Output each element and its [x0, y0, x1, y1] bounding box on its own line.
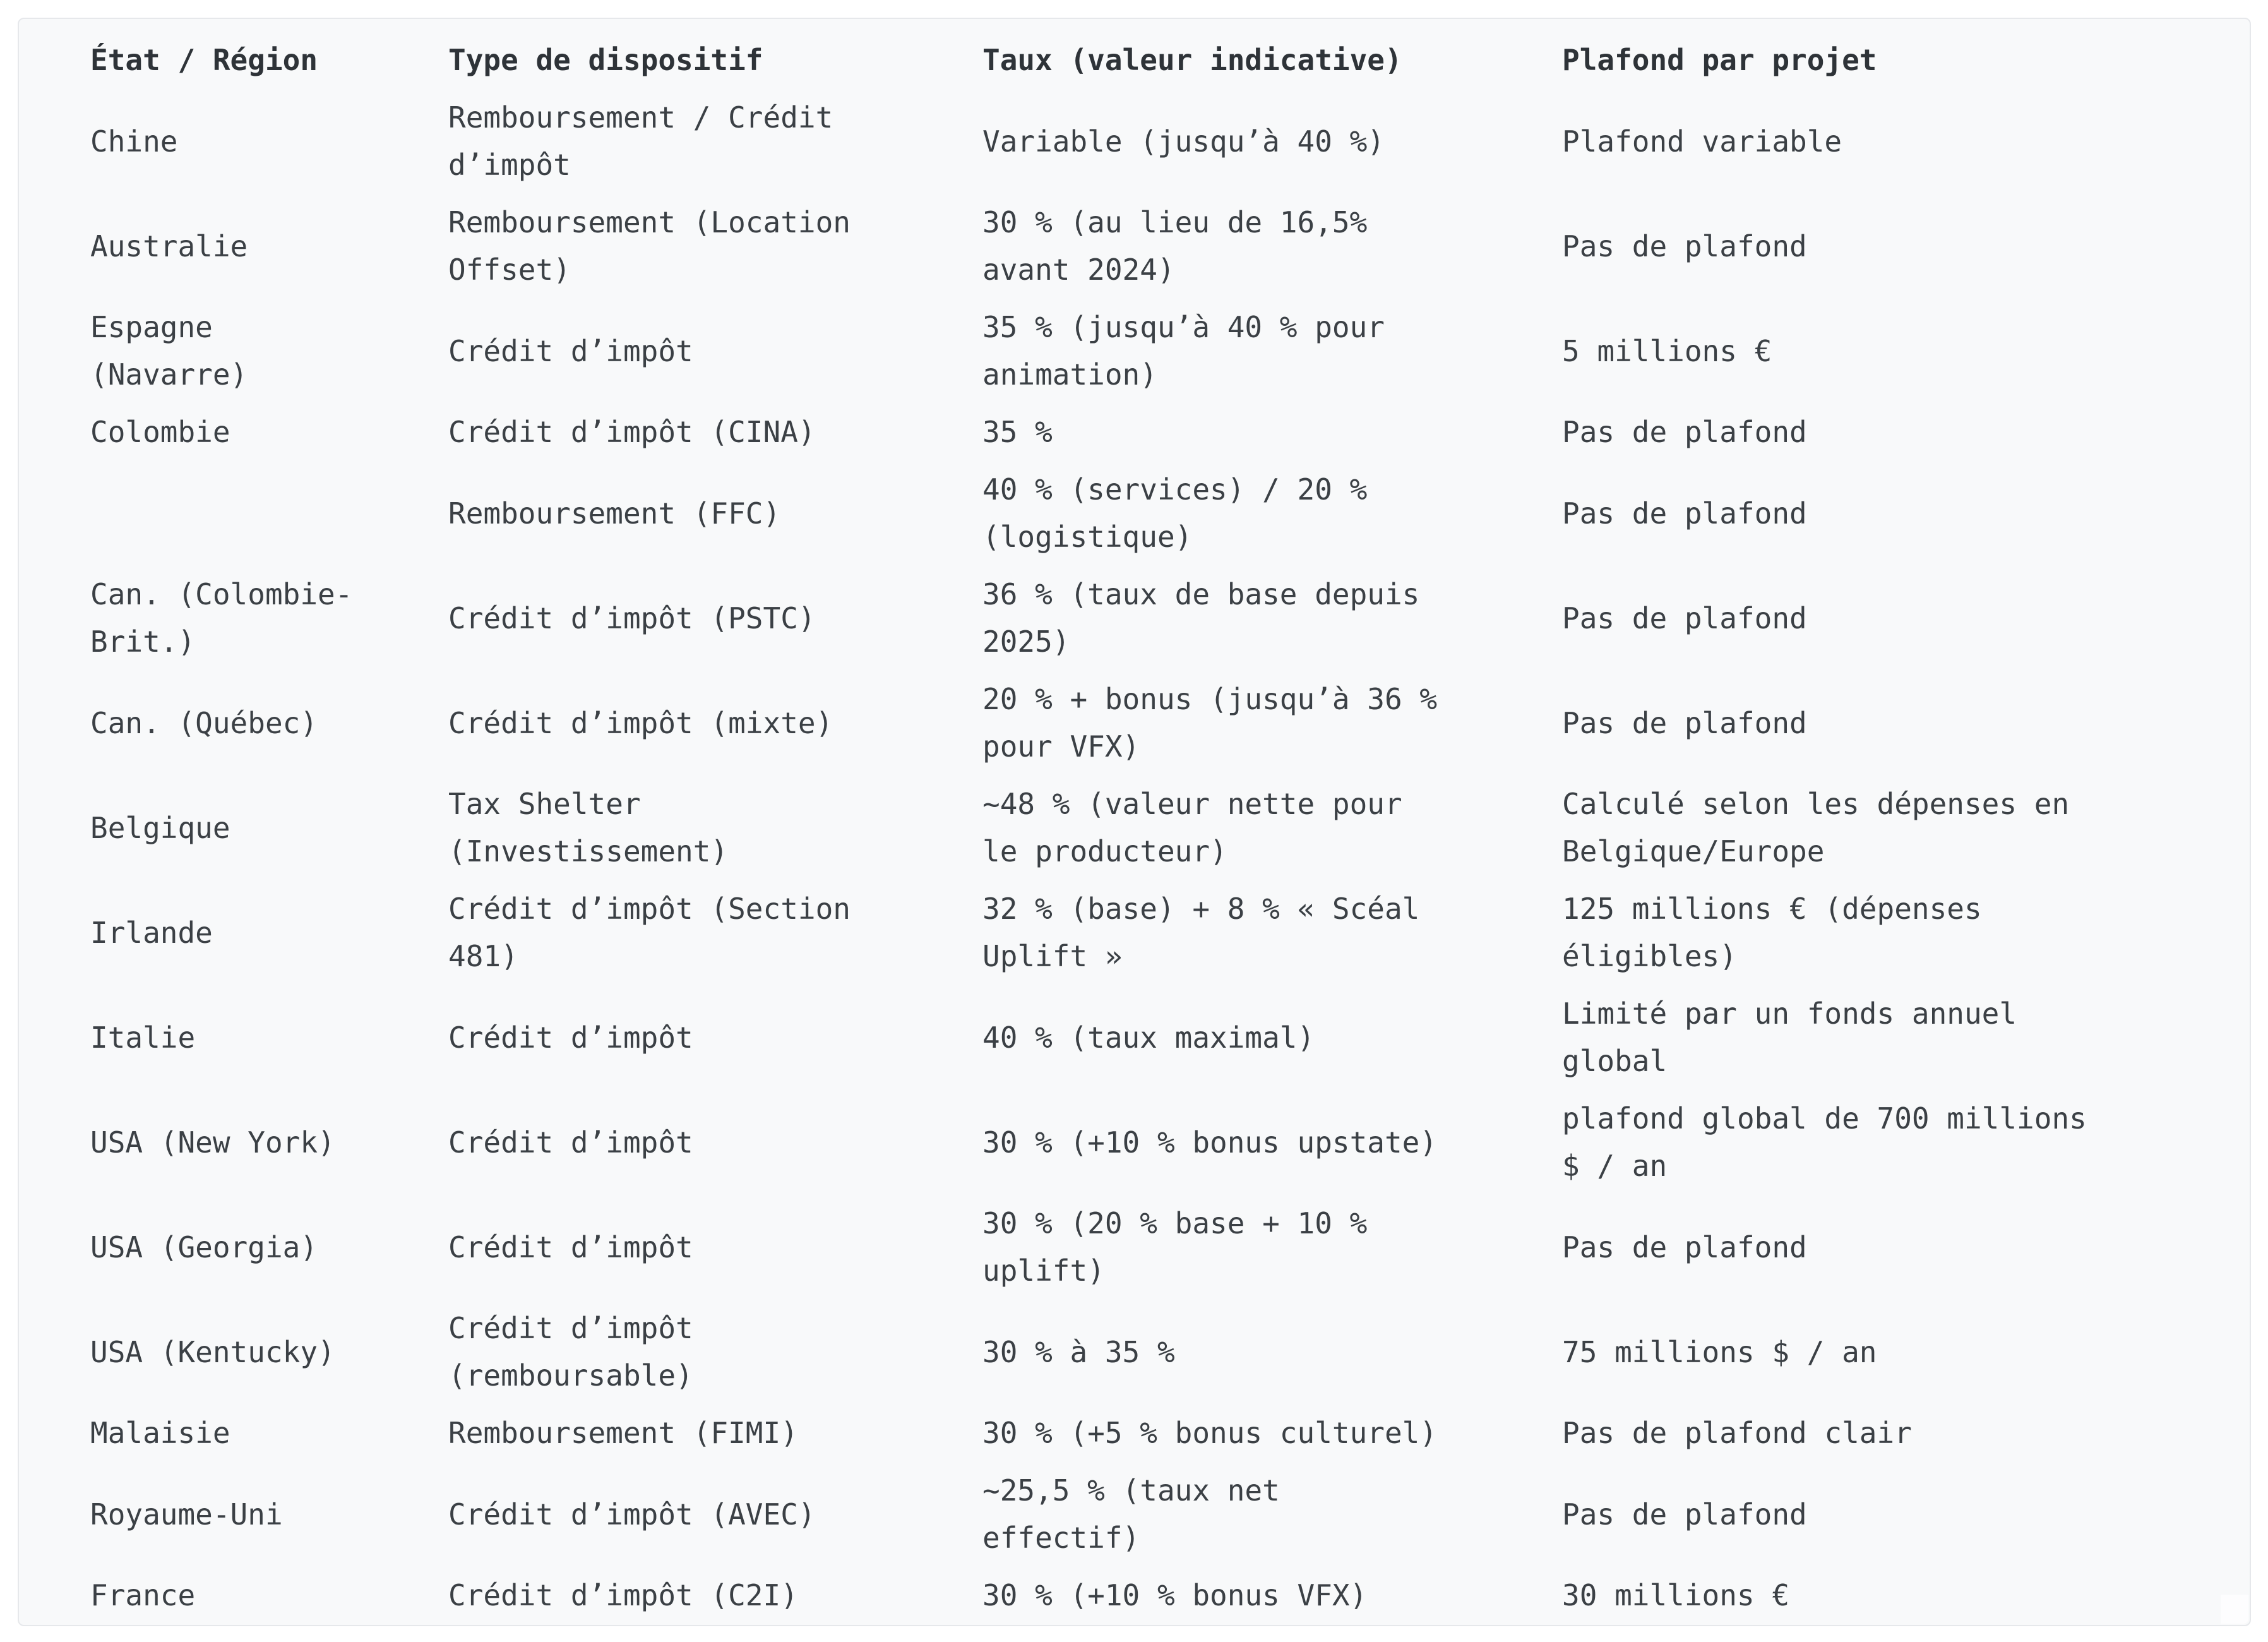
- table-row: [90, 880, 2250, 985]
- column-header-dispositif: Type de dispositif: [448, 43, 763, 77]
- cell-plafond: 5 millions €: [1562, 333, 1772, 368]
- cell-taux: 35 %: [982, 415, 1053, 449]
- cell-plafond: Pas de plafond: [1562, 1230, 1807, 1264]
- cell-region: Australie: [90, 229, 248, 263]
- table-row: [90, 461, 2250, 566]
- cell-plafond: Pas de plafond: [1562, 705, 1807, 740]
- cell-taux: 30 % (+5 % bonus culturel): [982, 1416, 1438, 1450]
- cell-taux: 40 % (services) / 20 % (logistique): [982, 472, 1368, 554]
- cell-region: USA (Georgia): [90, 1230, 318, 1264]
- scroll-corner: [2221, 1595, 2248, 1624]
- cell-dispositif: Remboursement (FIMI): [448, 1416, 798, 1450]
- cell-taux: 36 % (taux de base depuis 2025): [982, 577, 1420, 659]
- table-row: [90, 1462, 2250, 1567]
- cell-taux: 30 % (au lieu de 16,5% avant 2024): [982, 205, 1368, 287]
- cell-plafond: Pas de plafond: [1562, 496, 1807, 530]
- cell-dispositif: Crédit d’impôt: [448, 1125, 693, 1160]
- cell-dispositif: Crédit d’impôt (C2I): [448, 1578, 798, 1612]
- cell-taux: 30 % à 35 %: [982, 1334, 1175, 1369]
- cell-plafond: Calculé selon les dépenses en Belgique/Europe: [1562, 787, 2070, 868]
- cell-region: Irlande: [90, 915, 213, 950]
- cell-plafond: 75 millions $ / an: [1562, 1334, 1877, 1369]
- cell-region: Belgique: [90, 810, 230, 845]
- table-row: [90, 1195, 2250, 1300]
- column-header-plafond: Plafond par projet: [1562, 43, 1877, 77]
- cell-dispositif: Remboursement / Crédit d’impôt: [448, 100, 833, 182]
- cell-plafond: Pas de plafond clair: [1562, 1416, 1912, 1450]
- cell-region: Can. (Québec): [90, 705, 318, 740]
- cell-dispositif: Crédit d’impôt (Section 481): [448, 892, 850, 973]
- table-row: [90, 1300, 2250, 1405]
- cell-taux: 20 % + bonus (jusqu’à 36 % pour VFX): [982, 682, 1438, 764]
- header-row: [90, 32, 2250, 89]
- cell-region: USA (Kentucky): [90, 1334, 335, 1369]
- cell-region: Colombie: [90, 415, 230, 449]
- cell-plafond: Pas de plafond: [1562, 1497, 1807, 1531]
- table-row: [90, 776, 2250, 880]
- cell-taux: 35 % (jusqu’à 40 % pour animation): [982, 310, 1385, 392]
- cell-taux: 32 % (base) + 8 % « Scéal Uplift »: [982, 892, 1420, 973]
- cell-dispositif: Crédit d’impôt (PSTC): [448, 601, 816, 635]
- cell-dispositif: Crédit d’impôt (remboursable): [448, 1311, 693, 1393]
- table-row: [90, 985, 2250, 1090]
- cell-dispositif: Crédit d’impôt: [448, 1020, 693, 1055]
- table-header: [90, 32, 2250, 89]
- table-row: [90, 404, 2250, 461]
- cell-region: Royaume-Uni: [90, 1497, 283, 1531]
- cell-dispositif: Crédit d’impôt: [448, 1230, 693, 1264]
- cell-dispositif: Crédit d’impôt (CINA): [448, 415, 816, 449]
- table-row: [90, 671, 2250, 776]
- table-card: [18, 18, 2251, 1626]
- table-row: [90, 194, 2250, 299]
- table-row: [90, 1090, 2250, 1195]
- cell-region: France: [90, 1578, 196, 1612]
- cell-dispositif: Remboursement (FFC): [448, 496, 781, 530]
- column-header-region: État / Région: [90, 43, 318, 77]
- cell-plafond: 30 millions €: [1562, 1578, 1790, 1612]
- cell-region: Can. (Colombie-Brit.): [90, 577, 353, 659]
- table-row: [90, 89, 2250, 194]
- tax-incentives-table: [90, 32, 2250, 1624]
- cell-region: [90, 461, 448, 566]
- cell-plafond: Limité par un fonds annuel global: [1562, 997, 2017, 1078]
- cell-taux: Variable (jusqu’à 40 %): [982, 124, 1385, 159]
- cell-plafond: Pas de plafond: [1562, 229, 1807, 263]
- column-header-taux: Taux (valeur indicative): [982, 43, 1402, 77]
- cell-dispositif: Tax Shelter (Investissement): [448, 787, 729, 868]
- table-row: [90, 1567, 2250, 1624]
- tax-table-body: [90, 89, 2250, 1624]
- cell-dispositif: Crédit d’impôt: [448, 333, 693, 368]
- cell-plafond: 125 millions € (dépenses éligibles): [1562, 892, 1982, 973]
- cell-plafond: Pas de plafond: [1562, 601, 1807, 635]
- table-row: [90, 299, 2250, 404]
- cell-taux: ~25,5 % (taux net effectif): [982, 1473, 1280, 1555]
- cell-dispositif: Crédit d’impôt (mixte): [448, 705, 833, 740]
- cell-region: Malaisie: [90, 1416, 230, 1450]
- cell-region: Italie: [90, 1020, 196, 1055]
- cell-dispositif: Remboursement (Location Offset): [448, 205, 850, 287]
- cell-taux: 40 % (taux maximal): [982, 1020, 1315, 1055]
- table-row: [90, 566, 2250, 671]
- cell-region: USA (New York): [90, 1125, 335, 1160]
- cell-plafond: Pas de plafond: [1562, 415, 1807, 449]
- cell-plafond: Plafond variable: [1562, 124, 1842, 159]
- cell-region: Espagne (Navarre): [90, 310, 248, 392]
- cell-plafond: plafond global de 700 millions $ / an: [1562, 1101, 2087, 1183]
- table-row: [90, 1405, 2250, 1462]
- cell-taux: 30 % (+10 % bonus upstate): [982, 1125, 1438, 1160]
- cell-taux: 30 % (20 % base + 10 % uplift): [982, 1206, 1368, 1288]
- cell-region: Chine: [90, 124, 178, 159]
- cell-dispositif: Crédit d’impôt (AVEC): [448, 1497, 816, 1531]
- cell-taux: ~48 % (valeur nette pour le producteur): [982, 787, 1402, 868]
- cell-taux: 30 % (+10 % bonus VFX): [982, 1578, 1368, 1612]
